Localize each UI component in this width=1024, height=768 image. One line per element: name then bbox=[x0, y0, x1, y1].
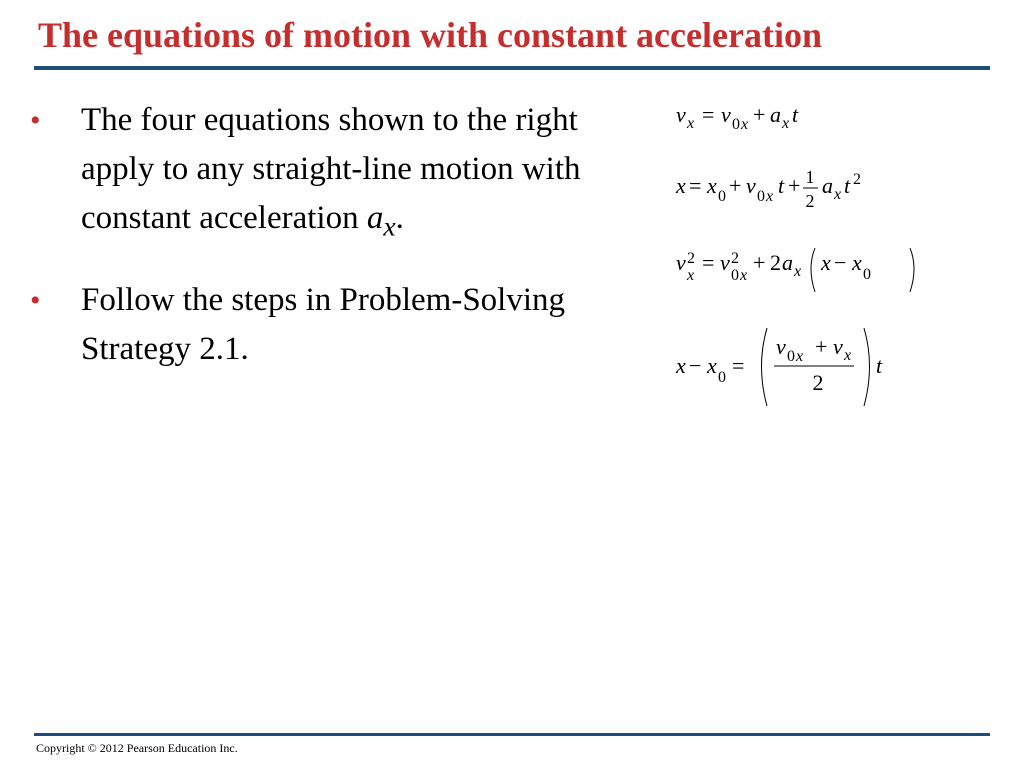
svg-text:v: v bbox=[720, 250, 730, 275]
svg-text:v: v bbox=[833, 334, 843, 359]
svg-text:x: x bbox=[782, 115, 790, 132]
svg-text:x: x bbox=[676, 173, 686, 198]
svg-text:0: 0 bbox=[731, 267, 739, 284]
svg-text:0: 0 bbox=[718, 369, 726, 386]
svg-text:0: 0 bbox=[732, 116, 740, 133]
svg-text:0: 0 bbox=[718, 188, 726, 205]
svg-text:x: x bbox=[766, 188, 774, 205]
svg-text:v: v bbox=[776, 334, 786, 359]
svg-text:x: x bbox=[852, 250, 862, 275]
bullet-item bbox=[30, 96, 610, 251]
svg-text:a: a bbox=[822, 173, 833, 198]
slide-title: The equations of motion with constant acceleration bbox=[38, 15, 822, 55]
bullet-text: Follow the steps in Problem-Solving Strategy 2.1. bbox=[81, 281, 566, 367]
svg-text:+: + bbox=[753, 102, 766, 127]
svg-text:t: t bbox=[844, 173, 851, 198]
svg-text:t: t bbox=[792, 102, 799, 127]
svg-text:−: − bbox=[834, 250, 847, 275]
svg-text:x: x bbox=[844, 347, 852, 364]
svg-text:0: 0 bbox=[757, 188, 765, 205]
svg-text:x: x bbox=[794, 263, 802, 280]
bullet-end: . bbox=[395, 200, 404, 236]
svg-text:2: 2 bbox=[770, 250, 781, 275]
bullet-marker: • bbox=[30, 283, 41, 317]
acceleration-symbol: a bbox=[366, 200, 384, 236]
svg-text:1: 1 bbox=[805, 167, 815, 187]
svg-text:a: a bbox=[782, 250, 793, 275]
svg-text:x: x bbox=[687, 267, 695, 284]
svg-text:v: v bbox=[676, 102, 686, 127]
bullet-list bbox=[30, 96, 610, 399]
svg-text:0: 0 bbox=[787, 348, 795, 365]
svg-text:t: t bbox=[876, 353, 883, 378]
acceleration-subscript: x bbox=[383, 210, 396, 242]
svg-text:+: + bbox=[815, 334, 828, 359]
svg-text:+: + bbox=[753, 250, 766, 275]
svg-text:v: v bbox=[676, 250, 686, 275]
svg-text:=: = bbox=[732, 353, 745, 378]
bullet-marker: • bbox=[30, 104, 41, 137]
svg-text:2: 2 bbox=[731, 250, 739, 267]
svg-text:v: v bbox=[721, 102, 731, 127]
svg-text:+: + bbox=[788, 173, 801, 198]
svg-text:0: 0 bbox=[863, 266, 871, 283]
svg-text:x: x bbox=[834, 186, 842, 203]
svg-text:−: − bbox=[689, 353, 702, 378]
svg-text:a: a bbox=[770, 102, 781, 127]
equation-position-time bbox=[676, 168, 916, 224]
svg-text:=: = bbox=[702, 102, 715, 127]
svg-text:+: + bbox=[729, 173, 742, 198]
svg-text:=: = bbox=[689, 173, 702, 198]
svg-text:x: x bbox=[707, 353, 717, 378]
equation-velocity-position bbox=[676, 240, 936, 306]
svg-text:x: x bbox=[676, 353, 686, 378]
svg-text:2: 2 bbox=[805, 191, 815, 211]
svg-text:t: t bbox=[778, 173, 785, 198]
equation-average-velocity bbox=[676, 326, 916, 422]
svg-text:x: x bbox=[741, 116, 749, 133]
bullet-text: The four equations shown to the right apply to any straight-line motion with constant acceleration bbox=[81, 102, 581, 236]
equation-velocity-time bbox=[676, 98, 836, 144]
svg-text:x: x bbox=[707, 173, 717, 198]
footer-divider bbox=[34, 733, 990, 736]
svg-text:2: 2 bbox=[853, 171, 861, 188]
title-divider bbox=[34, 66, 990, 70]
svg-text:2: 2 bbox=[812, 370, 824, 395]
svg-text:v: v bbox=[746, 173, 756, 198]
svg-text:x: x bbox=[687, 115, 695, 132]
copyright-footer: Copyright © 2012 Pearson Education Inc. bbox=[36, 741, 238, 755]
svg-text:2: 2 bbox=[687, 250, 695, 267]
bullet-item bbox=[30, 276, 610, 374]
svg-text:x: x bbox=[821, 250, 831, 275]
svg-text:x: x bbox=[796, 348, 804, 365]
svg-text:=: = bbox=[702, 250, 715, 275]
svg-text:x: x bbox=[740, 267, 748, 284]
